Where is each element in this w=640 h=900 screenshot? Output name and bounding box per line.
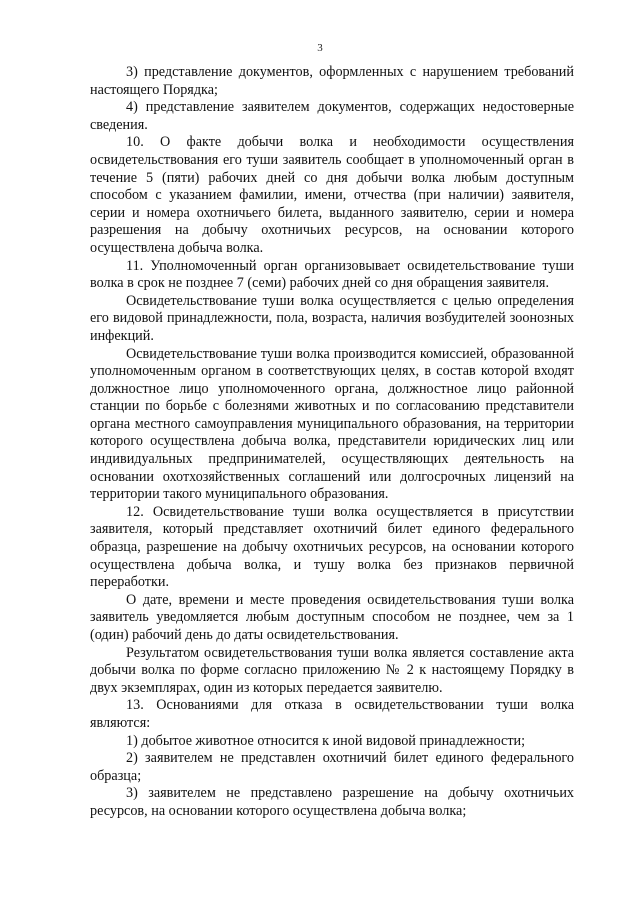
paragraph-ground-3: 3) заявителем не представлено разрешение на добычу охотничьих ресурсов, на основании которого осуществлена добыча волка;: [90, 785, 574, 819]
page-number: 3: [317, 42, 323, 54]
document-body: [90, 64, 574, 821]
paragraph-clause-12: 12. Освидетельствование туши волка осуществляется в присутствии заявителя, который представляет охотничий билет единого федерального образца, разрешение на добычу охотничьих ресурсов, на основании которого осуществлена добыча волка, и тушу волка без признаков первичной переработки.: [90, 503, 574, 591]
paragraph-result: Результатом освидетельствования туши волка является составление акта добычи волка по форме согласно приложению № 2 к настоящему Порядку в двух экземплярах, один из которых передается заявителю.: [90, 644, 574, 696]
paragraph-purpose: Освидетельствование туши волка осуществляется с целью определения его видовой принадлежности, пола, возраста, наличия возбудителей зоонозных инфекций.: [90, 292, 574, 344]
paragraph-ground-2: 2) заявителем не представлен охотничий билет единого федерального образца;: [90, 750, 574, 784]
paragraph-clause-11: 11. Уполномоченный орган организовывает освидетельствование туши волка в срок не позднее 7 (семи) рабочих дней со дня обращения заявителя.: [90, 257, 574, 292]
paragraph-commission: Освидетельствование туши волка производится комиссией, образованной уполномоченным органом в соответствующих целях, в состав которой входят должностное лицо уполномоченного органа, должностное лицо районной станции по борьбе с болезнями животных и по согласованию представители органа местного самоуправления муниципального образования, на территории которого осуществлена добыча волка, представители юридических лиц или индивидуальных предпринимателей, осуществляющих деятельность на основании охотхозяйственных соглашений или долгосрочных лицензий на территории такого муниципального образования.: [90, 345, 574, 503]
paragraph-notification: О дате, времени и месте проведения освидетельствования туши волка заявитель уведомляется любым доступным способом не позднее, чем за 1 (один) рабочий день до даты освидетельствования.: [90, 591, 574, 643]
paragraph-item-3: 3) представление документов, оформленных с нарушением требований настоящего Порядка;: [90, 64, 574, 98]
paragraph-clause-10: 10. О факте добычи волка и необходимости осуществления освидетельствования его туши заявитель сообщает в уполномоченный орган в течение 5 (пяти) рабочих дней со дня добычи волка любым доступным способом с указанием фамилии, имени, отчества (при наличии) заявителя, серии и номера охотничьего билета, выданного заявителю, серии и номера разрешения на добычу охотничьих ресурсов, на основании которого осуществлена добыча волка.: [90, 134, 574, 256]
paragraph-clause-13: 13. Основаниями для отказа в освидетельствовании туши волка являются:: [90, 697, 574, 731]
paragraph-ground-1: 1) добытое животное относится к иной видовой принадлежности;: [126, 732, 526, 749]
paragraph-item-4: 4) представление заявителем документов, содержащих недостоверные сведения.: [90, 99, 574, 133]
